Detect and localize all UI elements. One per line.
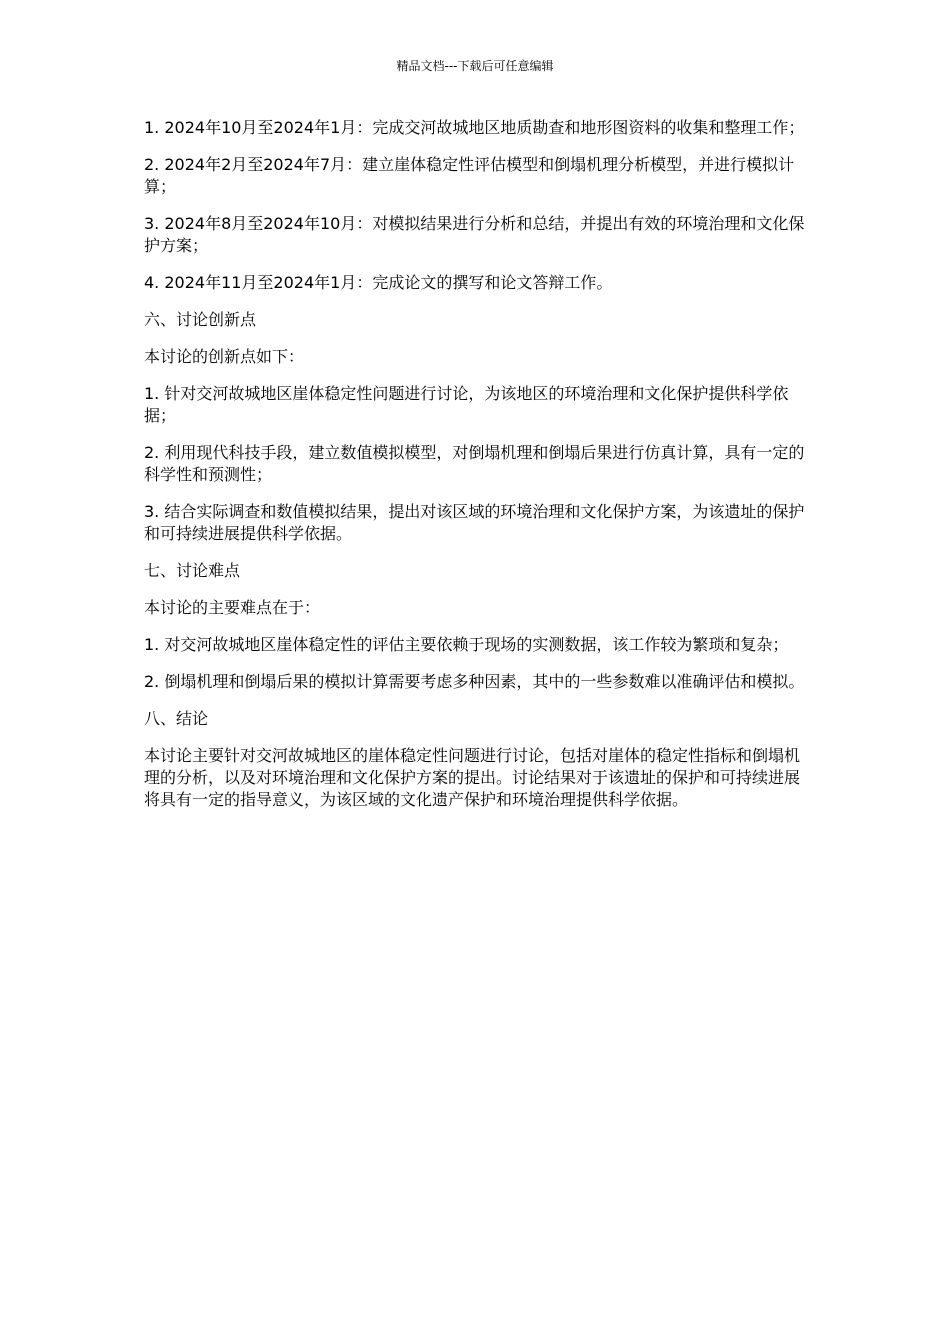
schedule-item-2: 2. 2024年2月至2024年7月：建立崖体稳定性评估模型和倒塌机理分析模型，并进行模拟计算； (144, 155, 795, 196)
schedule-item-3: 3. 2024年8月至2024年10月：对模拟结果进行分析和总结，并提出有效的环境治理和文化保护方案； (144, 214, 805, 255)
schedule-item-4: 4. 2024年11月至2024年1月：完成论文的撰写和论文答辩工作。 (144, 273, 613, 292)
schedule-item-1: 1. 2024年10月至2024年1月：完成交河故城地区地质勘查和地形图资料的收集和整理工作； (144, 118, 805, 137)
difficulty-item-1: 1. 对交河故城地区崖体稳定性的评估主要依赖于现场的实测数据，该工作较为繁琐和复杂； (144, 635, 789, 654)
difficulty-item-2: 2. 倒塌机理和倒塌后果的模拟计算需要考虑多种因素，其中的一些参数难以准确评估和模拟。 (144, 672, 805, 691)
page-header: 精品文档---下载后可任意编辑 (396, 59, 554, 73)
innovation-item-3: 3. 结合实际调查和数值模拟结果，提出对该区域的环境治理和文化保护方案，为该遗址的保护和可持续进展提供科学依据。 (144, 502, 805, 543)
conclusion-text: 本讨论主要针对交河故城地区的崖体稳定性问题进行讨论，包括对崖体的稳定性指标和倒塌机理的分析，以及对环境治理和文化保护方案的提出。讨论结果对于该遗址的保护和可持续进展将具有一定的指导意义，为该区域的文化遗产保护和环境治理提供科学依据。 (144, 746, 801, 809)
section-heading-innovation: 六、讨论创新点 (144, 310, 257, 329)
difficulties-intro: 本讨论的主要难点在于： (144, 598, 321, 617)
document-body (144, 117, 808, 826)
innovation-item-1: 1. 针对交河故城地区崖体稳定性问题进行讨论，为该地区的环境治理和文化保护提供科学依据； (144, 384, 789, 425)
innovation-intro: 本讨论的创新点如下： (144, 347, 305, 366)
section-heading-conclusion: 八、结论 (144, 709, 209, 728)
innovation-item-2: 2. 利用现代科技手段，建立数值模拟模型，对倒塌机理和倒塌后果进行仿真计算，具有一定的科学性和预测性； (144, 443, 805, 484)
section-heading-difficulties: 七、讨论难点 (144, 561, 241, 580)
